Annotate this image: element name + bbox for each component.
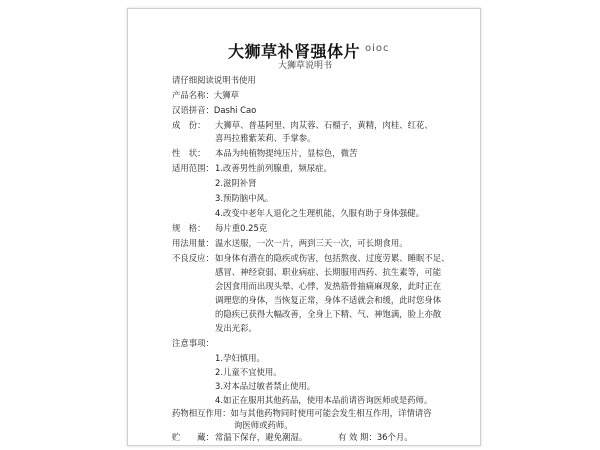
indications-label: 适用范围： — [172, 163, 214, 173]
precautions-label: 注意事项： — [172, 338, 214, 348]
interaction-row — [172, 407, 432, 420]
character-value: 本品为纯植物提纯压片，显棕色，微苦 — [215, 148, 358, 158]
adverse-label: 不良反应： — [172, 253, 214, 263]
intro-text: 请仔细阅读说明书使用 — [172, 75, 256, 85]
precaution-item-2: 2.儿童不宜使用。 — [215, 367, 282, 377]
precaution-item-4: 4.如正在服用其他药品，使用本品前请咨询医师或是药师。 — [215, 395, 433, 405]
indication-item-3: 3.预防脑中风。 — [215, 193, 274, 203]
adverse-line-1: 如身体有潜在的隐疾或伤害，包括熬夜、过度劳累、睡眠不足、 — [215, 253, 450, 263]
precaution-item-3: 3.对本品过敏者禁止使用。 — [215, 381, 316, 391]
pinyin-row — [172, 104, 256, 117]
adverse-row — [172, 252, 450, 265]
interaction-line-1: 如与其他药物同时使用可能会发生相互作用，详情请咨 — [230, 408, 432, 418]
ingredients-row — [172, 119, 433, 132]
interaction-line-2: 询医师或药师。 — [234, 420, 293, 430]
storage-label: 贮 藏： — [172, 432, 214, 442]
page-title: 大狮草补肾强体片 — [228, 42, 361, 61]
product-name-value: 大狮草 — [213, 90, 239, 100]
spec-row — [172, 222, 267, 235]
product-name-label: 产品名称： — [172, 90, 214, 100]
spec-value: 每片重0.25克 — [215, 223, 268, 233]
indications-row — [172, 162, 332, 175]
product-name-row — [172, 89, 239, 102]
indication-item-4: 4.改变中老年人退化之生理机能，久服有助于身体强健。 — [215, 208, 424, 218]
character-label: 性 状： — [172, 148, 206, 158]
pinyin-value: Dashi Cao — [213, 105, 257, 115]
usage-row — [172, 237, 408, 250]
leaflet-sheet — [127, 8, 481, 446]
ingredients-line-1: 大狮草、普基阿里、肉苁蓉、石榴子，黄精，肉桂、红花、 — [215, 120, 433, 130]
ingredients-label: 成 份： — [172, 120, 206, 130]
adverse-line-2: 感冒、神经衰弱、职业病症、长期服用西药、抗生素等，可能 — [215, 267, 442, 277]
precaution-item-1: 1.孕妇慎用。 — [215, 353, 265, 363]
adverse-line-3: 会因食用而出现头晕、心悸、发热筋骨抽痛麻现象，此时正在 — [215, 281, 442, 291]
adverse-line-6: 发出光彩。 — [215, 323, 257, 333]
pinyin-label: 汉语拼音： — [172, 105, 214, 115]
spec-label: 规 格： — [172, 223, 206, 233]
storage-row — [172, 431, 307, 444]
validity-value: 36个月。 — [376, 432, 413, 442]
usage-label: 用法用量： — [172, 238, 214, 248]
character-row — [172, 147, 357, 160]
indication-item-1: 1.改善男性前列腺重，频尿症。 — [215, 163, 332, 173]
ingredients-line-2: 喜玛拉雅紫茉莉、手掌参。 — [215, 133, 316, 143]
adverse-line-5: 的隐疾已获得大幅改善，全身上下精、气、神饱满，脸上亦散 — [215, 309, 442, 319]
storage-value: 常温下保存，避免潮湿。 — [215, 432, 308, 442]
brand-logo-text: oioc — [365, 43, 390, 54]
interaction-label: 药物相互作用： — [172, 408, 231, 418]
usage-value: 温水送服，一次一片，两到三天一次，可长期食用。 — [215, 238, 408, 248]
validity-label: 有 效 期： — [338, 432, 377, 442]
indication-item-2: 2.滋阴补肾 — [215, 178, 257, 188]
page-subtitle: 大狮草说明书 — [278, 61, 333, 71]
adverse-line-4: 调理您的身体，当恢复正常，身体不适就会和缓，此时您身体 — [215, 295, 442, 305]
validity-row — [338, 431, 413, 444]
